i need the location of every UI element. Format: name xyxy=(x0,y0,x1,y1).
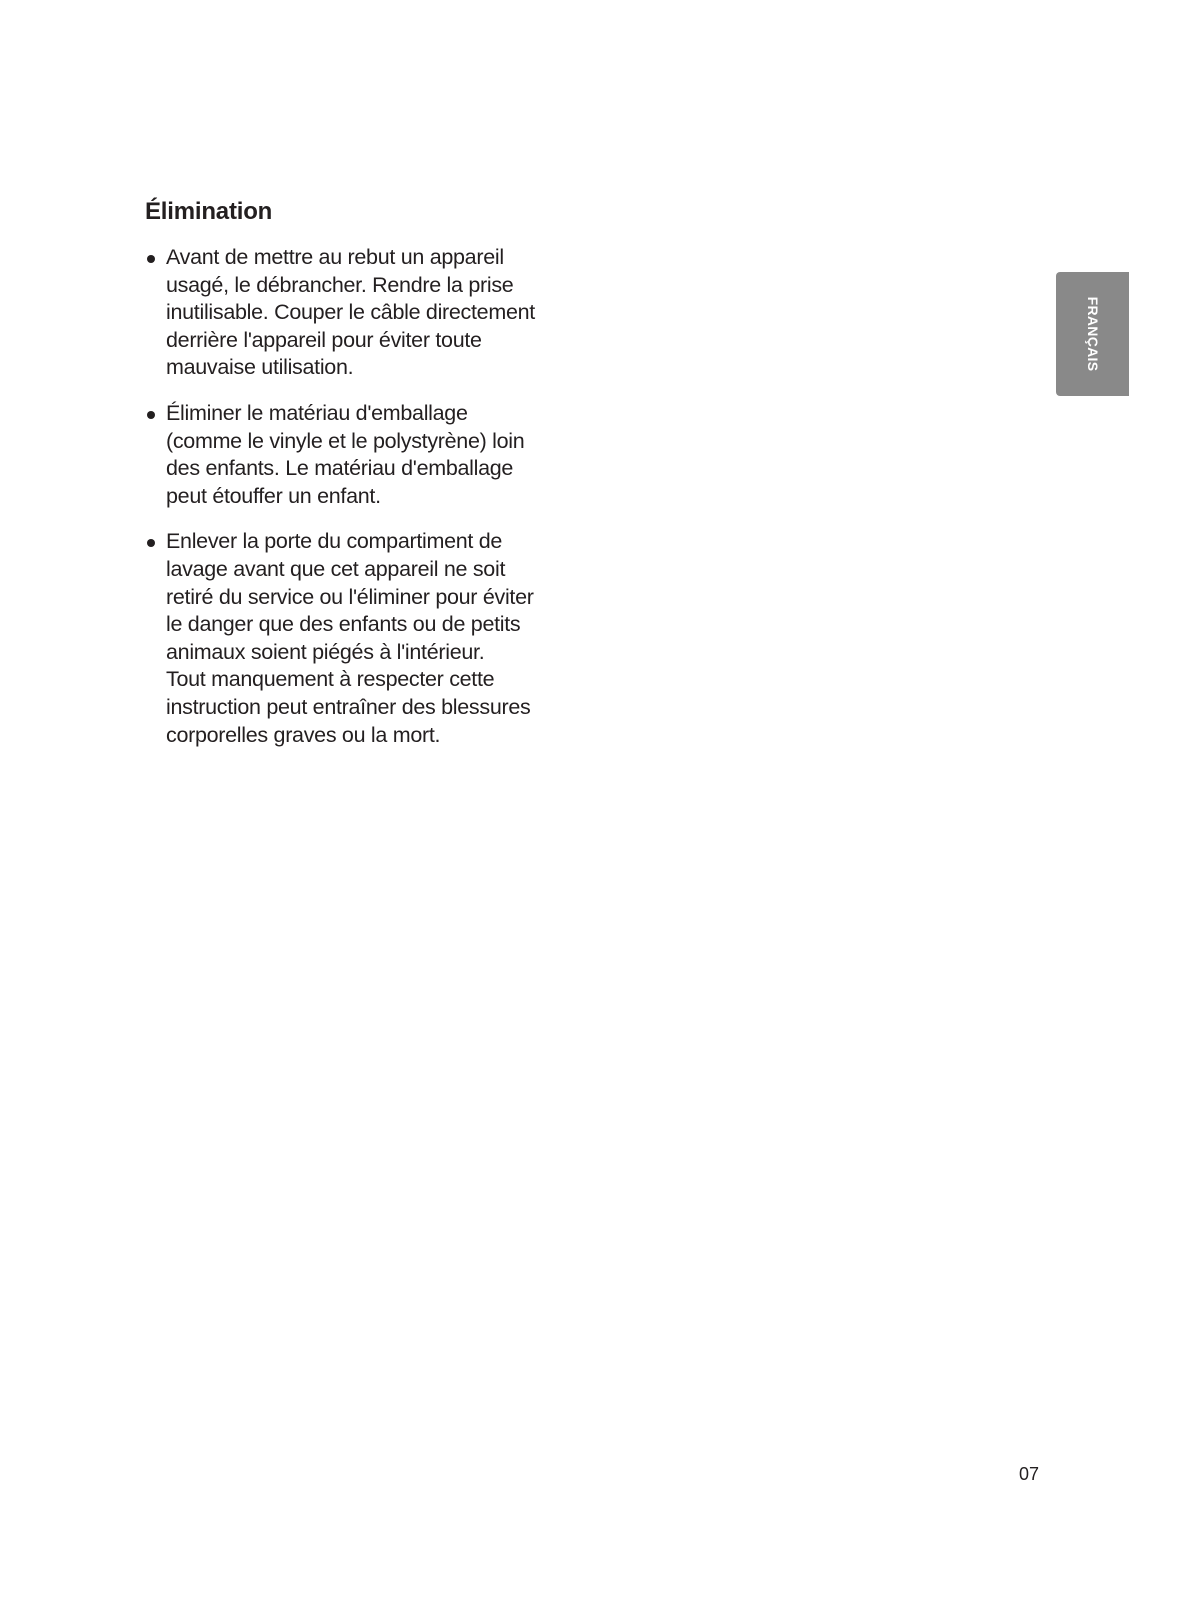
bullet-text-line: le danger que des enfants ou de petits xyxy=(166,612,521,637)
section-title: Élimination xyxy=(145,198,273,225)
bullet-text-line: usagé, le débrancher. Rendre la prise xyxy=(166,272,514,297)
list-item xyxy=(145,244,585,382)
bullet-text-line: retiré du service ou l'éliminer pour éviter xyxy=(166,584,534,609)
bullet-list xyxy=(145,244,585,749)
bullet-text-line: instruction peut entraîner des blessures xyxy=(166,694,531,719)
disposal-section xyxy=(145,196,585,767)
bullet-text-line: (comme le vinyle et le polystyrène) loin xyxy=(166,428,525,453)
bullet-text-line: corporelles graves ou la mort. xyxy=(166,722,441,747)
bullet-text-line: Éliminer le matériau d'emballage xyxy=(166,400,468,425)
bullet-text-line: des enfants. Le matériau d'emballage xyxy=(166,456,514,481)
bullet-icon xyxy=(147,539,155,547)
bullet-text-line: Avant de mettre au rebut un appareil xyxy=(166,245,504,269)
bullet-text-line: Tout manquement à respecter cette xyxy=(166,667,495,692)
bullet-text-line: mauvaise utilisation. xyxy=(166,355,354,380)
page-number: 07 xyxy=(1019,1464,1040,1484)
bullet-text-line: derrière l'appareil pour éviter toute xyxy=(166,327,482,352)
list-item xyxy=(145,528,585,749)
bullet-text-line: Enlever la porte du compartiment de xyxy=(166,529,503,554)
bullet-text-line: lavage avant que cet appareil ne soit xyxy=(166,556,506,581)
bullet-icon xyxy=(147,411,155,419)
bullet-icon xyxy=(147,255,155,263)
bullet-text-line: peut étouffer un enfant. xyxy=(166,483,381,508)
list-item xyxy=(145,400,585,510)
language-tab-label: FRANÇAIS xyxy=(1084,296,1101,372)
language-tab xyxy=(1056,272,1129,396)
bullet-text-line: animaux soient piégés à l'intérieur. xyxy=(166,639,485,664)
bullet-text-line: inutilisable. Couper le câble directement xyxy=(166,300,535,325)
